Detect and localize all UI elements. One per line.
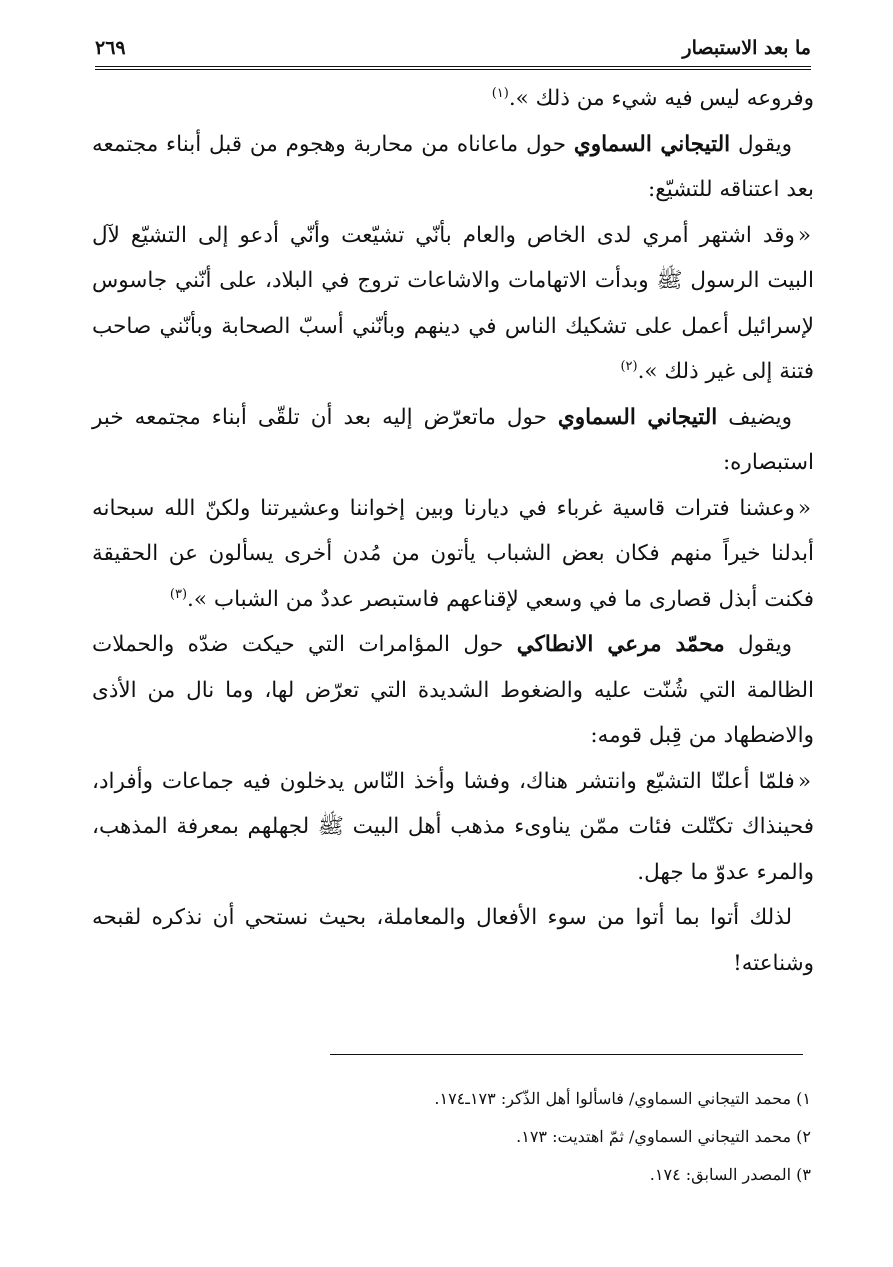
quote-1-close: ».	[637, 359, 658, 384]
paragraph-3	[92, 395, 814, 486]
footnote-ref-2: (٢)	[620, 358, 638, 374]
paragraph-4-lead: ويقول	[738, 632, 792, 657]
quote-2-close: ».	[187, 586, 208, 612]
paragraph-2-rest: حول ماعاناه من محاربة وهجوم من قبل أبناء مجتمعه بعد اعتناقه للتشيّع:	[92, 131, 814, 202]
quote-1	[92, 213, 814, 395]
running-header	[95, 34, 811, 62]
quote-2-text: وعشنا فترات قاسية غرباء في ديارنا وبين إخواننا وعشيرتنا ولكنّ الله سبحانه أبدلنا خيراً منهم فكان بعض الشباب يأتون من مُدن أخرى يسألون عن الحقيقة فكنت أبذل قصارى ما في وسعي لإقناعهم فاستبصر عددٌ من الشباب	[92, 495, 814, 612]
quote-3	[92, 759, 814, 896]
paragraph-5-text: لذلك أتوا بما أتوا من سوء الأفعال والمعاملة، بحيث نستحي أن نذكره لقبحه وشناعته!	[92, 905, 814, 976]
author-name-antaki: محمّد مرعي الانطاكي	[516, 632, 725, 657]
paragraph-5	[92, 895, 814, 986]
page-number: ٢٦٩	[95, 37, 126, 59]
quote-1-text: وقد اشتهر أمري لدى الخاص والعام بأنّي تشيّعت وأنّي أدعو إلى التشيّع لآل البيت الرسول ﷺ وبدأت الاتهامات والاشاعات تروج في البلاد، على أنّني جاسوس لإسرائيل أعمل على تشكيك الناس في دينهم وبأنّني أسبّ الصحابة وبأنّني صاحب فتنة إلى غير ذلك	[92, 222, 814, 384]
paragraph-3-lead: ويضيف	[728, 404, 792, 430]
paragraph-2-lead: ويقول	[738, 131, 792, 157]
running-title: ما بعد الاستبصار	[682, 37, 811, 59]
paragraph-2	[92, 122, 814, 213]
footnote-ref-3: (٣)	[169, 586, 188, 602]
paragraph-4	[92, 622, 814, 759]
footnotes	[300, 1080, 811, 1194]
paragraph-4-rest: حول المؤامرات التي حيكت ضدّه والحملات الظالمة التي شُنّت عليه والضغوط الشديدة التي تعرّض لها، وما نال من الأذى والاضطهاد من قِبل قومه:	[92, 632, 814, 748]
main-text	[92, 76, 814, 986]
author-name-tijani-1: التيجاني السماوي	[573, 131, 731, 157]
quote-3-open: «	[797, 768, 811, 794]
footnote-separator	[330, 1054, 803, 1055]
quote-3-text: فلمّا أعلنّا التشيّع وانتشر هناك، وفشا وأخذ النّاس يدخلون فيه جماعات وأفراد، فحينذاك تكتّلت فئات ممّن يناوىء مذهب أهل البيت ﷺ لجهلهم بمعرفة المذهب، والمرء عدوّ ما جهل.	[92, 768, 814, 885]
header-rule	[95, 66, 811, 70]
quote-2-open: «	[797, 495, 811, 521]
paragraph-1-text: وفروعه ليس فيه شيء من ذلك ».	[508, 86, 814, 111]
footnote-2: ٢) محمد التيجاني السماوي/ ثمّ اهتديت: ١٧٣.	[516, 1127, 811, 1146]
quote-2	[92, 486, 814, 623]
author-name-tijani-2: التيجاني السماوي	[557, 404, 718, 430]
paragraph-1	[92, 76, 814, 122]
footnote-ref-1: (١)	[491, 85, 509, 101]
paragraph-3-rest: حول ماتعرّض إليه بعد أن تلقّى أبناء مجتمعه خبر استبصاره:	[92, 404, 814, 475]
footnote-3: ٣) المصدر السابق: ١٧٤.	[649, 1165, 811, 1184]
quote-1-open: «	[797, 222, 811, 248]
footnote-1: ١) محمد التيجاني السماوي/ فاسألوا أهل الذّكر: ١٧٣ـ١٧٤.	[434, 1089, 811, 1108]
